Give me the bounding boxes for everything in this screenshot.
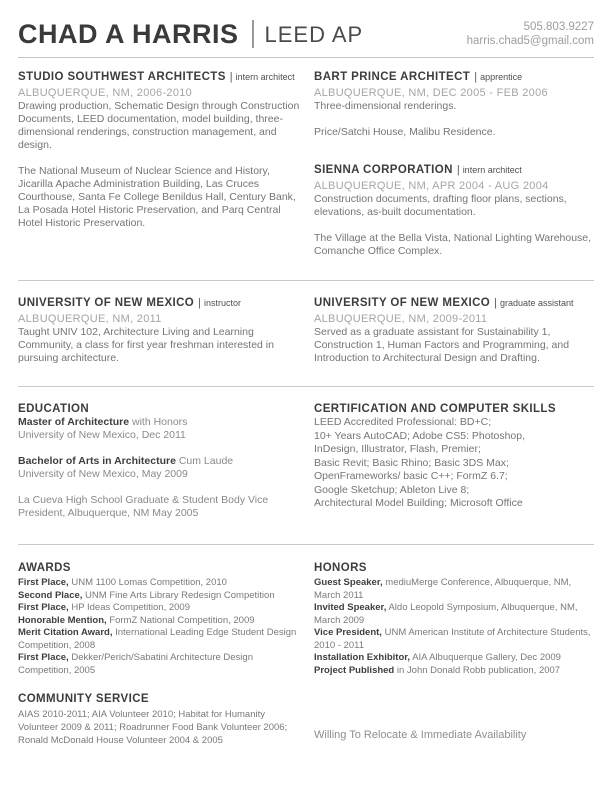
company-name: BART PRINCE ARCHITECT — [314, 71, 471, 83]
experience-section-unm-instructor — [18, 293, 306, 365]
award-item — [18, 590, 306, 603]
degree-line — [18, 455, 306, 468]
honor-detail: AIA Albuquerque Gallery, Dec 2009 — [410, 652, 561, 663]
award-detail: FormZ National Competition, 2009 — [106, 614, 255, 626]
projects-paragraph: The Village at the Bella Vista, National Lighting Warehouse, Comanche Office Complex. — [314, 232, 592, 257]
degree-line — [18, 416, 306, 429]
location-line: ALBUQUERQUE, NM, 2009-2011 — [314, 313, 488, 325]
skill-line: Architectural Model Building; Microsoft Office — [314, 497, 523, 509]
skill-line: 10+ Years AutoCAD; Adobe CS5: Photoshop, — [314, 429, 526, 442]
description-paragraph: Served as a graduate assistant for Sustainability 1, Construction 1, Human Factors and Programming, and Introduction to Architectural Design and Drafting. — [314, 326, 570, 364]
experience-header — [314, 67, 594, 85]
role-label: graduate assistant — [500, 298, 574, 308]
person-name: CHAD A HARRIS — [18, 19, 239, 49]
location-line: ALBUQUERQUE, NM, 2006-2010 — [18, 87, 193, 99]
honors-title: HONORS — [314, 562, 367, 574]
description-paragraph: Three-dimensional renderings. — [314, 100, 457, 112]
degree-entry — [18, 416, 306, 442]
honor-item — [314, 627, 594, 652]
skill-line: InDesign, Illustrator, Flash, Premier; — [314, 443, 481, 455]
experience-section-bart-prince — [314, 67, 594, 139]
school-line: University of New Mexico, May 2009 — [18, 468, 188, 480]
degree-name: Bachelor of Arts in Architecture — [18, 455, 176, 467]
spacer — [18, 442, 306, 455]
location-line: ALBUQUERQUE, NM, 2011 — [18, 313, 162, 325]
honor-detail: UNM American Institute of Architecture Students, 2010 - 2011 — [314, 627, 591, 651]
skill-line: LEED Accredited Professional: BD+C; — [314, 416, 492, 428]
role-label: intern architect — [462, 165, 522, 175]
award-rank: Second Place, — [18, 589, 83, 601]
experience-section-unm-graduate-assistant — [314, 293, 594, 365]
award-detail: International Leading Edge Student Design Competition, 2008 — [18, 627, 297, 651]
honor-detail: mediuMerge Conference, Albuquerque, NM, March 2011 — [314, 577, 572, 601]
header-divider-bar — [252, 20, 254, 48]
email-address: harris.chad5@gmail.com — [466, 35, 594, 47]
school-line: University of New Mexico, Dec 2011 — [18, 429, 186, 441]
honor-role: Installation Exhibitor, — [314, 652, 411, 663]
award-rank: Honorable Mention, — [18, 614, 107, 626]
company-name: UNIVERSITY OF NEW MEXICO — [314, 297, 491, 309]
projects-paragraph: The National Museum of Nuclear Science and History, Jicarilla Apache Administration Building, Las Cruces Courthouse, Santa Fe College Benildus Hall, Century Bank, La Posada Hotel Historic Preservation, and Parq Central Hotel Historic Preservation. — [18, 165, 296, 229]
awards-list — [18, 577, 306, 677]
teaching-right-column — [314, 293, 594, 386]
experience-section-studio-southwest — [18, 67, 306, 230]
certification-column — [314, 402, 594, 544]
location-line: ALBUQUERQUE, NM, APR 2004 - AUG 2004 — [314, 180, 549, 192]
experience-section-sienna — [314, 160, 594, 258]
award-rank: Merit Citation Award, — [18, 627, 113, 638]
honor-role: Invited Speaker, — [314, 602, 387, 613]
spacer — [18, 481, 306, 494]
honors-list — [314, 577, 594, 677]
description-paragraph: Drawing production, Schematic Design through Construction Documents, LEED documentation, model building, three-dimensional renderings, construction management, and design. — [18, 100, 300, 151]
community-service-text: AIAS 2010-2011; AIA Volunteer 2010; Habitat for Humanity Volunteer 2009 & 2011; Roadrunner Food Bank Volunteer 2006; Ronald McDonald House Volunteer 2004 & 2005 — [18, 709, 288, 746]
company-name: STUDIO SOUTHWEST ARCHITECTS — [18, 71, 226, 83]
role-label: apprentice — [480, 72, 523, 82]
community-service-title: COMMUNITY SERVICE — [18, 693, 149, 705]
community-service-section — [18, 692, 306, 747]
honor-item — [314, 665, 594, 678]
degree-honor: Cum Laude — [175, 455, 234, 467]
skill-line: Google Sketchup; Ableton Live 8; — [314, 483, 470, 496]
teaching-band — [18, 281, 594, 387]
award-rank: First Place, — [18, 652, 69, 663]
degree-name: Master of Architecture — [18, 416, 130, 428]
experience-left-column — [18, 67, 306, 280]
award-detail: UNM 1100 Lomas Competition, 2010 — [68, 577, 227, 588]
award-item — [18, 652, 306, 677]
availability-note: Willing To Relocate & Immediate Availability — [314, 729, 527, 741]
experience-header — [314, 293, 594, 311]
location-line: ALBUQUERQUE, NM, DEC 2005 - FEB 2006 — [314, 87, 548, 99]
teaching-left-column — [18, 293, 306, 386]
awards-band — [18, 545, 594, 791]
award-item — [18, 602, 306, 615]
award-detail: Dekker/Perich/Sabatini Architecture Design Competition, 2005 — [18, 652, 253, 676]
separator: | — [456, 164, 460, 176]
award-item — [18, 577, 306, 590]
honor-role: Guest Speaker, — [314, 577, 383, 588]
certification-title: CERTIFICATION AND COMPUTER SKILLS — [314, 403, 556, 415]
separator: | — [494, 297, 498, 309]
credential-label: LEED AP — [264, 22, 364, 47]
honor-item — [314, 652, 594, 665]
award-item — [18, 615, 306, 628]
company-name: UNIVERSITY OF NEW MEXICO — [18, 297, 195, 309]
description-paragraph: Construction documents, drafting floor plans, sections, elevations, as-built documentation. — [314, 193, 567, 218]
honor-role: Vice President, — [314, 627, 382, 638]
role-label: instructor — [204, 298, 242, 308]
experience-band — [18, 58, 594, 281]
education-band — [18, 387, 594, 545]
education-title: EDUCATION — [18, 403, 90, 415]
honors-column — [314, 561, 594, 791]
honor-detail: Aldo Leopold Symposium, Albuquerque, NM, March 2009 — [314, 602, 578, 626]
honor-item — [314, 602, 594, 627]
header — [18, 0, 594, 58]
education-column — [18, 402, 306, 544]
award-detail: HP Ideas Competition, 2009 — [68, 602, 190, 613]
projects-paragraph: Price/Satchi House, Malibu Residence. — [314, 126, 496, 138]
phone-number: 505.803.9227 — [523, 21, 594, 33]
award-detail: UNM Fine Arts Library Redesign Competition — [82, 589, 275, 601]
description-paragraph: Taught UNIV 102, Architecture Living and Learning Community, a class for first year freshman interested in pursuing architecture. — [18, 326, 274, 364]
skill-line: OpenFrameworks/ basic C++; FormZ 6.7; — [314, 470, 508, 482]
skill-line: Basic Revit; Basic Rhino; Basic 3DS Max; — [314, 456, 509, 469]
awards-column — [18, 561, 306, 791]
separator: | — [474, 71, 478, 83]
awards-title: AWARDS — [18, 562, 71, 574]
company-name: SIENNA CORPORATION — [314, 164, 453, 176]
high-school-line: La Cueva High School Graduate & Student Body Vice President, Albuquerque, NM May 2005 — [18, 494, 269, 519]
experience-header — [18, 293, 306, 311]
honor-item — [314, 577, 594, 602]
award-item — [18, 627, 306, 652]
honor-role: Project Published — [314, 664, 395, 676]
honor-detail: in John Donald Robb publication, 2007 — [394, 664, 561, 676]
degree-entry — [18, 455, 306, 481]
degree-honor: with Honors — [129, 416, 188, 428]
award-rank: First Place, — [18, 577, 69, 588]
experience-header — [314, 160, 594, 178]
role-label: intern architect — [235, 72, 295, 82]
separator: | — [198, 297, 202, 309]
contact-block — [467, 20, 594, 48]
separator: | — [229, 71, 233, 83]
experience-right-column — [314, 67, 594, 280]
experience-header — [18, 67, 306, 85]
award-rank: First Place, — [18, 602, 69, 613]
